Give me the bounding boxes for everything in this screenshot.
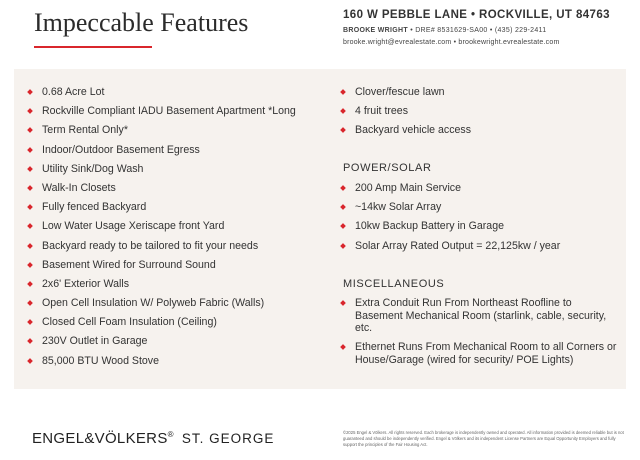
feature-text: 230V Outlet in Garage xyxy=(42,335,148,348)
feature-item xyxy=(341,86,619,99)
diamond-bullet-icon xyxy=(340,204,346,210)
feature-item xyxy=(28,316,318,329)
diamond-bullet-icon xyxy=(27,358,33,364)
brand-name: ENGEL&VÖLKERS xyxy=(32,430,168,447)
diamond-bullet-icon xyxy=(27,300,33,306)
miscellaneous-list xyxy=(341,297,619,373)
feature-item xyxy=(28,201,318,214)
feature-item xyxy=(28,278,318,291)
feature-text: 4 fruit trees xyxy=(355,105,408,118)
agent-details: • DRE# 8531629-SA00 • (435) 229-2411 xyxy=(407,27,547,34)
feature-item xyxy=(341,105,619,118)
feature-text: Open Cell Insulation W/ Polyweb Fabric (Walls) xyxy=(42,297,265,310)
diamond-bullet-icon xyxy=(27,108,33,114)
feature-item xyxy=(341,124,619,137)
diamond-bullet-icon xyxy=(27,147,33,153)
feature-text: Solar Array Rated Output = 22,125kw / year xyxy=(355,239,561,252)
agent-contact: brooke.wright@evrealestate.com • brookewright.evrealestate.com xyxy=(343,39,560,46)
feature-text: Utility Sink/Dog Wash xyxy=(42,162,144,175)
diamond-bullet-icon xyxy=(27,128,33,134)
brand-logo xyxy=(32,430,274,447)
miscellaneous-heading: MISCELLANEOUS xyxy=(343,278,445,290)
title-underline xyxy=(34,46,152,48)
feature-text: Closed Cell Foam Insulation (Ceiling) xyxy=(42,316,217,329)
diamond-bullet-icon xyxy=(27,204,33,210)
left-feature-list xyxy=(28,86,318,374)
feature-item xyxy=(28,220,318,233)
feature-text: 0.68 Acre Lot xyxy=(42,86,105,98)
diamond-bullet-icon xyxy=(27,223,33,229)
diamond-bullet-icon xyxy=(340,243,346,249)
feature-text: Indoor/Outdoor Basement Egress xyxy=(42,143,200,156)
diamond-bullet-icon xyxy=(340,345,346,351)
diamond-bullet-icon xyxy=(340,224,346,230)
diamond-bullet-icon xyxy=(27,185,33,191)
power-solar-heading: POWER/SOLAR xyxy=(343,162,432,174)
right-feature-list xyxy=(341,86,619,144)
feature-text: Fully fenced Backyard xyxy=(42,201,147,214)
feature-item xyxy=(341,220,619,233)
feature-text: Ethernet Runs From Mechanical Room to all Corners or House/Garage (wired for security/ POE Lights) xyxy=(355,341,617,366)
feature-item xyxy=(28,297,318,310)
diamond-bullet-icon xyxy=(27,262,33,268)
diamond-bullet-icon xyxy=(27,89,33,95)
agent-name: BROOKE WRIGHT xyxy=(343,27,408,34)
page-header xyxy=(0,0,640,68)
agent-info xyxy=(343,27,546,34)
property-address: 160 W PEBBLE LANE • ROCKVILLE, UT 84763 xyxy=(343,9,610,21)
diamond-bullet-icon xyxy=(27,166,33,172)
registered-mark: ® xyxy=(167,430,174,439)
office-name: ST. GEORGE xyxy=(181,431,275,446)
diamond-bullet-icon xyxy=(27,281,33,287)
feature-text: 2x6' Exterior Walls xyxy=(42,277,129,290)
feature-item xyxy=(28,240,318,253)
feature-item xyxy=(28,105,318,118)
feature-text: ~14kw Solar Array xyxy=(355,201,442,214)
feature-text: Rockville Compliant IADU Basement Apartment *Long xyxy=(42,105,296,118)
diamond-bullet-icon xyxy=(340,128,346,134)
feature-text: 200 Amp Main Service xyxy=(355,182,461,194)
feature-item xyxy=(28,335,318,348)
feature-text: Extra Conduit Run From Northeast Roofline to Basement Mechanical Room (starlink, cable, security, etc. xyxy=(355,297,607,335)
feature-text: Clover/fescue lawn xyxy=(355,86,445,98)
feature-item xyxy=(341,341,619,366)
power-solar-list xyxy=(341,182,619,259)
feature-item xyxy=(28,259,318,272)
feature-text: Backyard vehicle access xyxy=(355,124,471,137)
diamond-bullet-icon xyxy=(340,108,346,114)
feature-item xyxy=(341,201,619,214)
diamond-bullet-icon xyxy=(340,185,346,191)
feature-text: Walk-In Closets xyxy=(42,181,116,194)
legal-disclaimer: ©2025 Engel & Völkers. All rights reserved. Each brokerage is independently owned and operated. All information provided is deemed reliable but is not guaranteed and should be independently verified. Engel & Völkers and its independent License Partners are Equal Opportunity Employers and fully support the principles of the Fair Housing Act. xyxy=(343,430,624,447)
diamond-bullet-icon xyxy=(340,300,346,306)
feature-text: Backyard ready to be tailored to fit your needs xyxy=(42,239,259,252)
feature-item xyxy=(28,86,318,99)
feature-item xyxy=(341,297,619,335)
feature-text: 10kw Backup Battery in Garage xyxy=(355,220,504,233)
diamond-bullet-icon xyxy=(27,339,33,345)
page-title: Impeccable Features xyxy=(34,8,249,37)
feature-text: Low Water Usage Xeriscape front Yard xyxy=(42,220,225,233)
feature-item xyxy=(28,124,318,137)
feature-text: Basement Wired for Surround Sound xyxy=(42,258,216,271)
diamond-bullet-icon xyxy=(27,243,33,249)
diamond-bullet-icon xyxy=(340,89,346,95)
feature-item xyxy=(28,355,318,368)
feature-item xyxy=(28,144,318,157)
diamond-bullet-icon xyxy=(27,319,33,325)
feature-item xyxy=(28,182,318,195)
feature-item xyxy=(341,182,619,195)
feature-text: Term Rental Only* xyxy=(42,124,128,137)
feature-item xyxy=(341,240,619,253)
feature-item xyxy=(28,163,318,176)
feature-text: 85,000 BTU Wood Stove xyxy=(42,354,159,367)
